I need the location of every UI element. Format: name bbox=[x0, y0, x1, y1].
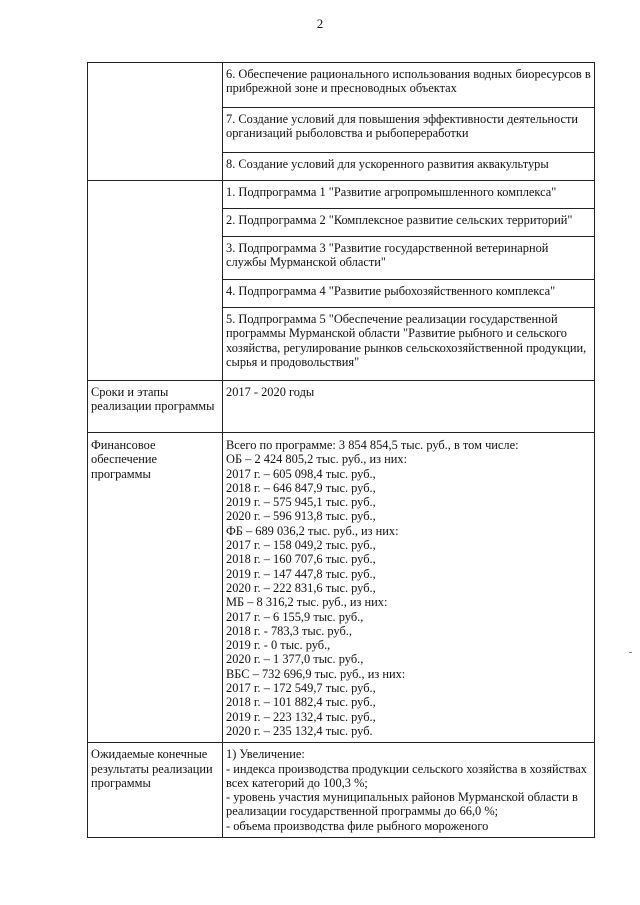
subprograms-row bbox=[88, 181, 595, 381]
results-row bbox=[88, 743, 595, 838]
finance-cell bbox=[223, 433, 595, 743]
subprogram-item: 2. Подпрограмма 2 "Комплексное развитие сельских территорий" bbox=[223, 209, 594, 237]
results-line: 1) Увеличение: bbox=[226, 747, 305, 762]
subprogram-item: 5. Подпрограмма 5 "Обеспечение реализации государственной программы Мурманской области "Развитие рыбного и сельского хозяйства, регулирование рынков сельскохозяйственной продукции, сырья и продовольствия" bbox=[226, 312, 587, 369]
results-cell bbox=[223, 743, 595, 838]
finance-line: 2017 г. – 172 549,7 тыс. руб., bbox=[226, 681, 376, 696]
page-number: 2 bbox=[316, 16, 324, 31]
finance-line: 2017 г. – 158 049,2 тыс. руб., bbox=[226, 538, 376, 553]
finance-line: 2017 г. – 6 155,9 тыс. руб., bbox=[226, 609, 364, 624]
finance-lines bbox=[226, 438, 590, 738]
goals-label-cell bbox=[88, 63, 223, 181]
finance-line: 2017 г. – 605 098,4 тыс. руб., bbox=[226, 466, 376, 481]
goals-row bbox=[88, 63, 595, 181]
program-passport-table bbox=[87, 62, 595, 838]
finance-label: Финансовое обеспечение программы bbox=[88, 433, 223, 743]
results-line: - индекса производства продукции сельского хозяйства в хозяйствах всех категорий до 100,3 %; bbox=[226, 761, 587, 790]
terms-label: Сроки и этапы реализации программы bbox=[88, 381, 223, 433]
subprogram-item: 3. Подпрограмма 3 "Развитие государственной ветеринарной службы Мурманской области" bbox=[223, 237, 594, 280]
subprogram-item: 4. Подпрограмма 4 "Развитие рыбохозяйственного комплекса" bbox=[223, 280, 594, 308]
finance-line: 2020 г. – 1 377,0 тыс. руб., bbox=[226, 652, 364, 667]
finance-line: 2019 г. – 575 945,1 тыс. руб., bbox=[226, 495, 376, 510]
subprograms-cell bbox=[223, 181, 595, 381]
margin-mark bbox=[629, 652, 632, 653]
finance-line: 2020 г. – 222 831,6 тыс. руб., bbox=[226, 580, 376, 595]
results-label: Ожидаемые конечные результаты реализации программы bbox=[88, 743, 223, 838]
finance-line: 2018 г. – 160 707,6 тыс. руб., bbox=[226, 552, 376, 567]
finance-line: ВБС – 732 696,9 тыс. руб., из них: bbox=[226, 666, 406, 681]
goals-cell bbox=[223, 63, 595, 181]
finance-line: 2018 г. – 101 882,4 тыс. руб., bbox=[226, 695, 376, 710]
goal-item: 8. Создание условий для ускоренного развития аквакультуры bbox=[226, 157, 549, 171]
goal-item: 6. Обеспечение рационального использования водных биоресурсов в прибрежной зоне и пресноводных объектах bbox=[223, 63, 594, 108]
finance-line: 2019 г. – 147 447,8 тыс. руб., bbox=[226, 566, 376, 581]
results-line: - уровень участия муниципальных районов Мурманской области в реализации государственной программы до 66,0 %; bbox=[226, 790, 578, 819]
subprograms-label-cell bbox=[88, 181, 223, 381]
finance-line: Всего по программе: 3 854 854,5 тыс. руб., в том числе: bbox=[226, 438, 519, 452]
terms-value: 2017 - 2020 годы bbox=[223, 381, 595, 433]
subprogram-item: 1. Подпрограмма 1 "Развитие агропромышленного комплекса" bbox=[223, 181, 594, 209]
finance-line: 2019 г. – 223 132,4 тыс. руб., bbox=[226, 709, 376, 724]
finance-line: ФБ – 689 036,2 тыс. руб., из них: bbox=[226, 523, 399, 538]
finance-line: 2018 г. – 646 847,9 тыс. руб., bbox=[226, 480, 376, 495]
finance-line: ОБ – 2 424 805,2 тыс. руб., из них: bbox=[226, 452, 408, 467]
goal-item: 7. Создание условий для повышения эффективности деятельности организаций рыболовства и рыбопереработки bbox=[223, 108, 594, 153]
results-line: - объема производства филе рыбного мороженого bbox=[226, 818, 489, 833]
finance-line: 2018 г. - 783,3 тыс. руб., bbox=[226, 623, 352, 638]
finance-row bbox=[88, 433, 595, 743]
finance-line: 2019 г. - 0 тыс. руб., bbox=[226, 638, 331, 653]
terms-row bbox=[88, 381, 595, 433]
finance-line: 2020 г. – 596 913,8 тыс. руб., bbox=[226, 509, 376, 524]
finance-line: 2020 г. – 235 132,4 тыс. руб. bbox=[226, 723, 373, 738]
finance-line: МБ – 8 316,2 тыс. руб., из них: bbox=[226, 595, 388, 610]
